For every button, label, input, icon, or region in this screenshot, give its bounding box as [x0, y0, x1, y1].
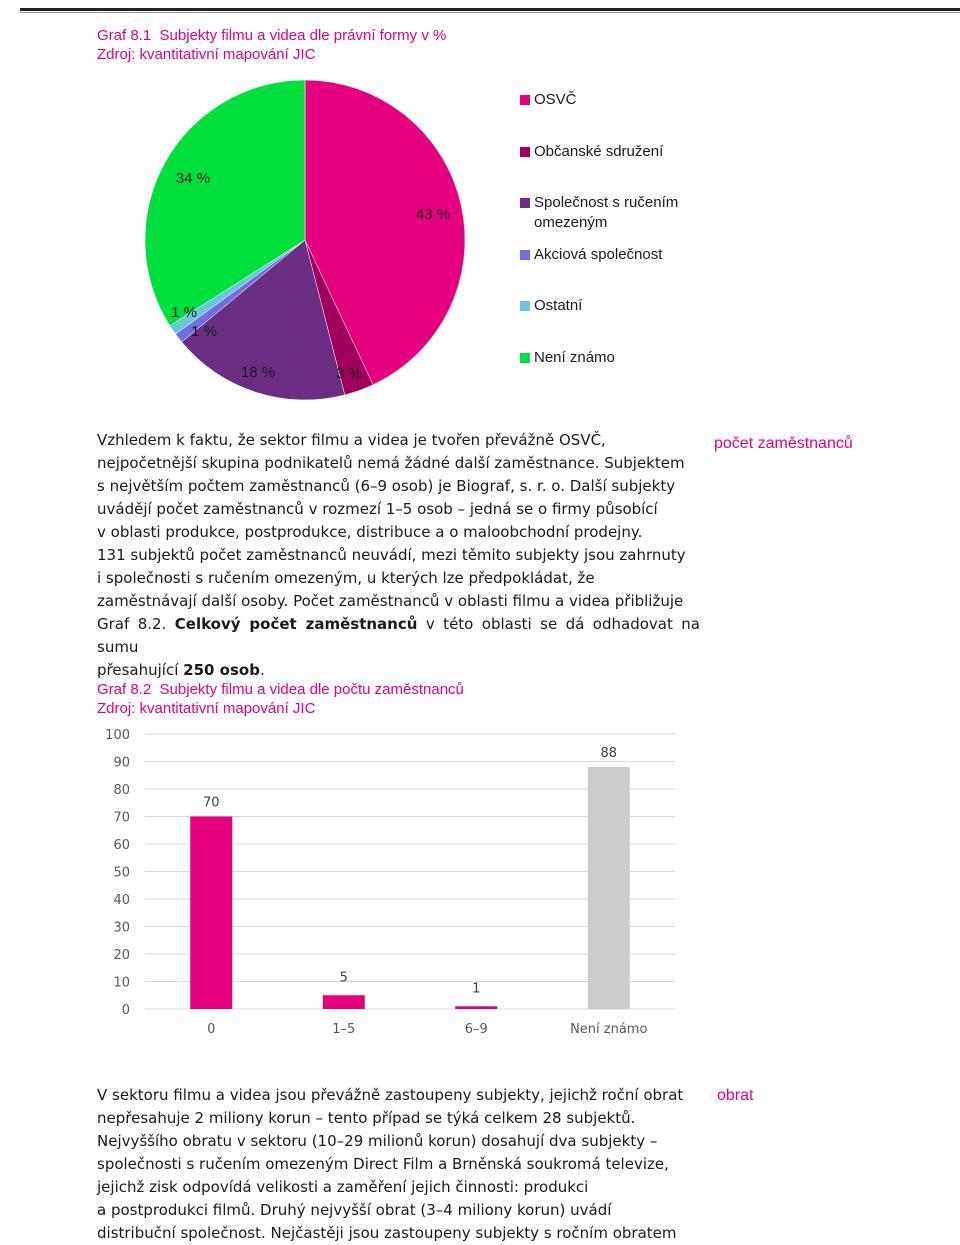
- paragraph-turnover: [97, 1084, 700, 1245]
- y-tick-label: 70: [113, 810, 130, 826]
- legend-swatch: [520, 301, 530, 311]
- paragraph-line: v oblasti produkce, postprodukce, distribuce a o maloobchodní prodejny.: [97, 523, 643, 541]
- legend-label: Není známo: [534, 349, 615, 366]
- margin-note-employees: počet zaměstnanců: [714, 435, 853, 452]
- x-tick-label: 1–5: [332, 1022, 356, 1037]
- y-tick-label: 100: [105, 728, 130, 743]
- legend-label: OSVČ: [534, 91, 577, 108]
- paragraph-line-mixed: [97, 613, 700, 659]
- paragraph-text: Graf 8.2.: [97, 615, 175, 633]
- bar: [323, 995, 365, 1009]
- legend-swatch: [520, 95, 530, 105]
- bar-data-label: 5: [339, 970, 348, 986]
- legend-swatch: [520, 353, 530, 363]
- graph2-caption-title: Subjekty filmu a videa dle počtu zaměstnanců: [159, 681, 464, 698]
- pie-data-label: 18 %: [240, 364, 276, 381]
- paragraph-line: nepřesahuje 2 miliony korun – tento případ se týká celkem 28 subjektů.: [97, 1109, 636, 1127]
- paragraph-line: jejichž zisk odpovídá velikosti a zaměření jejich činnosti: produkci: [97, 1178, 589, 1196]
- bar: [455, 1006, 497, 1009]
- graph2-caption-number: Graf 8.2: [97, 681, 152, 698]
- pie-data-label: 3 %: [336, 365, 362, 382]
- paragraph-line: a postprodukci filmů. Druhý nejvyšší obrat (3–4 miliony korun) uvádí: [97, 1201, 612, 1219]
- paragraph-line: distribuční společnost. Nejčastěji jsou zastoupeny subjekty s ročním obratem: [97, 1224, 677, 1242]
- legend-swatch: [520, 198, 530, 208]
- graph1-source: Zdroj: kvantitativní mapování JIC: [97, 46, 316, 63]
- paragraph-employees: [97, 429, 700, 682]
- paragraph-line: zaměstnávají další osoby. Počet zaměstnanců v oblasti filmu a videa přibližuje: [97, 592, 684, 610]
- paragraph-line-mixed: [97, 659, 700, 682]
- pie-data-label: 1 %: [191, 323, 217, 340]
- y-tick-label: 30: [113, 920, 130, 936]
- y-tick-label: 0: [121, 1003, 130, 1018]
- bar-data-label: 88: [600, 746, 618, 761]
- y-tick-label: 10: [113, 975, 130, 991]
- y-tick-label: 40: [113, 893, 130, 908]
- paragraph-text: přesahující: [97, 661, 184, 679]
- paragraph-bold: 250 osob: [183, 661, 260, 679]
- paragraph-line: i společnosti s ručením omezeným, u kterých lze předpokládat, že: [97, 569, 595, 587]
- legend-swatch: [520, 147, 530, 157]
- pie-chart: [0, 0, 960, 420]
- paragraph-line: V sektoru filmu a videa jsou převážně zastoupeny subjekty, jejichž roční obrat: [97, 1086, 684, 1104]
- paragraph-line: uvádějí počet zaměstnanců v rozmezí 1–5 osob – jedná se o firmy působící: [97, 500, 658, 518]
- paragraph-text: .: [259, 661, 265, 679]
- paragraph-line: společnosti s ručením omezeným Direct Film a Brněnská soukromá televize,: [97, 1155, 669, 1173]
- paragraph-line: Nejvyššího obratu v sektoru (10–29 milionů korun) dosahují dva subjekty –: [97, 1132, 658, 1150]
- paragraph-line: Vzhledem k faktu, že sektor filmu a videa je tvořen převážně OSVČ,: [97, 431, 606, 449]
- graph1-caption-number: Graf 8.1: [97, 27, 152, 44]
- legend-swatch: [520, 250, 530, 260]
- graph2-source: Zdroj: kvantitativní mapování JIC: [97, 700, 316, 717]
- bar-chart: [0, 720, 960, 1050]
- x-tick-label: 6–9: [464, 1022, 488, 1037]
- bar: [190, 817, 232, 1010]
- y-tick-label: 50: [113, 865, 130, 881]
- pie-data-label: 43 %: [415, 206, 451, 223]
- margin-note-turnover: obrat: [717, 1087, 754, 1104]
- pie-data-label: 1 %: [171, 304, 197, 321]
- bar: [588, 767, 630, 1009]
- y-tick-label: 80: [113, 783, 130, 798]
- legend-label: Akciová společnost: [534, 246, 663, 263]
- legend-label: Ostatní: [534, 297, 583, 314]
- graph1-caption-title: Subjekty filmu a videa dle právní formy v %: [159, 27, 447, 44]
- paragraph-line: nejpočetnější skupina podnikatelů nemá žádné další zaměstnance. Subjektem: [97, 454, 685, 472]
- legend-label: Společnost s ručením omezeným: [534, 194, 679, 231]
- y-tick-label: 90: [113, 755, 130, 771]
- graph2-caption: [97, 681, 464, 699]
- paragraph-text: v této oblasti se dá odhadovat na sumu: [97, 615, 700, 656]
- paragraph-line: s největším počtem zaměstnanců (6–9 osob) je Biograf, s. r. o. Další subjekty: [97, 477, 676, 495]
- paragraph-line: 131 subjektů počet zaměstnanců neuvádí, mezi těmito subjekty jsou zahrnuty: [97, 546, 686, 564]
- y-tick-label: 60: [113, 838, 130, 853]
- paragraph-bold: Celkový počet zaměstnanců: [174, 615, 418, 633]
- bar-data-label: 70: [202, 795, 220, 811]
- bar-data-label: 1: [472, 981, 481, 997]
- x-tick-label: 0: [207, 1022, 216, 1037]
- legend-label: Občanské sdružení: [534, 143, 664, 160]
- pie-data-label: 34 %: [175, 170, 211, 187]
- x-tick-label: Není známo: [570, 1022, 648, 1037]
- y-tick-label: 20: [113, 948, 130, 963]
